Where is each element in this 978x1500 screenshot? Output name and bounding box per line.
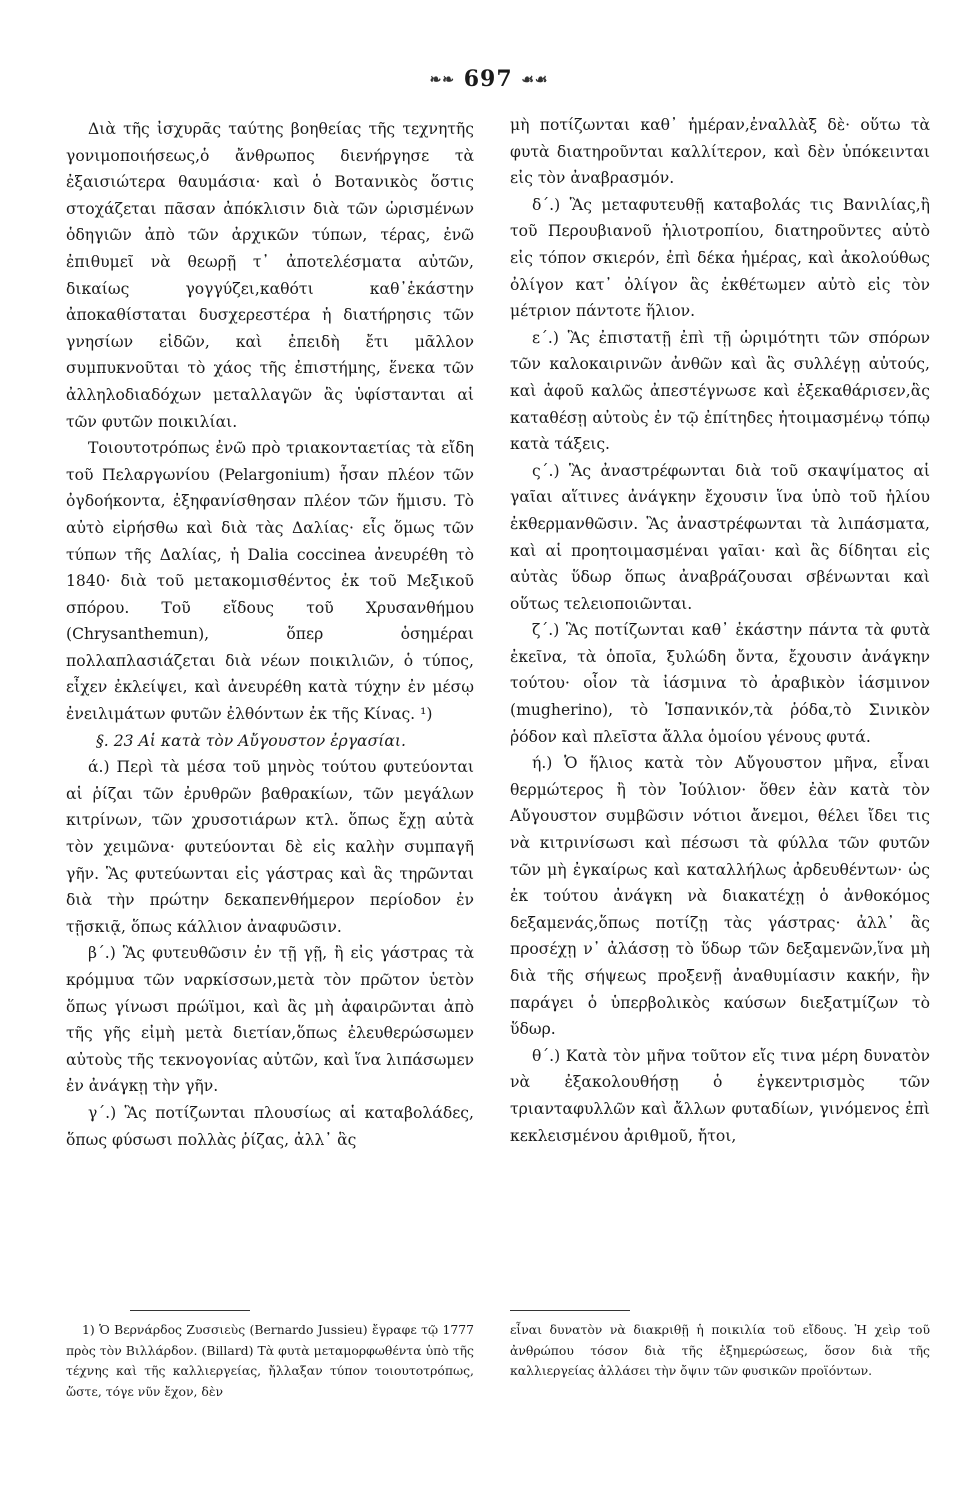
right-column (510, 112, 930, 1149)
footnote-divider-right (510, 1310, 630, 1311)
paragraph-pelargonium: Τοιουτοτρόπως ἐνῶ πρὸ τριακονταετίας τὰ εἴδη τοῦ Πελαργωνίου (Pelargonium) ἦσαν πλέον τῶν ὀγδοήκοντα, ἐξηφανίσθησαν πλέον τῶν ἥμισυ. Τὸ αὐτὸ εἰρήσθω καὶ διὰ τὰς Δαλίας· εἷς ὅμως τῶν τύπων τῆς Δαλίας, ἡ Dalia coccinea ἀνευρέθη τὸ 1840· διὰ τοῦ μετακομισθέντος ἐκ τοῦ Μεξικοῦ σπόρου. Τοῦ εἴδους τοῦ Χρυσανθήμου (Chrysanthemun), ὅπερ ὁσημέραι πολλαπλασιάζεται διὰ νέων ποικιλιῶν, ὁ τύπος, εἶχεν ἐκλείψει, καὶ ἀνευρέθη κατὰ τύχην ἐν μέσῳ ἐνειλιμάτων φυτῶν ἐλθόντων ἐκ τῆς Κίνας. ¹) (66, 439, 474, 724)
paragraph-a: ά.) Περὶ τὰ μέσα τοῦ μηνὸς τούτου φυτεύονται αἱ ῥίζαι τῶν ἐρυθρῶν βαθρακίων, τῶν μεγάλων κιτρίνων, τῶν χρυσοτιάρων κτλ. ὅπως ἔχῃ αὐτὰ τὸν χειμῶνα· φυτεύονται δὲ εἰς καλὴν συμπαγῆ γῆν. Ἃς φυτεύωνται εἰς γάστρας καὶ ἃς τηρῶνται διὰ τὴν πρώτην δεκαπενθήμερον περίοδον ἐν τῇσκιᾷ, ὅπως κάλλιον ἀναφυῶσιν. (66, 758, 474, 936)
footnote-left (66, 1320, 474, 1402)
footnote-text-right: εἶναι δυνατὸν νὰ διακριθῇ ἡ ποικιλία τοῦ εἴδους. Ἡ χεὶρ τοῦ ἀνθρώπου τόσον διὰ τῆς ἐξημερώσεως, ὅσον διὰ τῆς καλλιεργείας ἀλλάσει τὴν ὄψιν τῶν φυσικῶν προϊόντων. (510, 1322, 930, 1378)
footnote-divider-left (130, 1310, 250, 1311)
paragraph-c-continued: μὴ ποτίζωνται καθ᾽ ἡμέραν,ἐναλλὰξ δὲ· οὕτω τὰ φυτὰ διατηροῦνται καλλίτερον, καὶ δὲν ὑπόκεινται εἰς τὸν ἀναβρασμόν. (510, 116, 930, 188)
section-heading: §. 23 Αἱ κατὰ τὸν Αὔγουστον ἐργασίαι. (96, 731, 406, 750)
paragraph-b: β΄.) Ἃς φυτευθῶσιν ἐν τῇ γῇ, ἢ εἰς γάστρας τὰ κρόμμυα τῶν ναρκίσσων,μετὰ τὸν πρῶτον ὑετὸν ὅπως γίνωσι πρώϊμοι, καὶ ἃς μὴ ἀφαιρῶνται ἀπὸ τῆς γῆς εἰμὴ μετὰ διετίαν,ὅπως ἐλευθερώσωμεν αὐτοὺς τῆς τεκνογονίας αὐτῶν, καὶ ἵνα λιπάσωμεν ἐν ἀνάγκῃ τὴν γῆν. (66, 944, 474, 1096)
page-header (0, 66, 978, 92)
paragraph-f: ς΄.) Ἃς ἀναστρέφωνται διὰ τοῦ σκαψίματος αἱ γαῖαι αἵτινες ἀνάγκην ἔχουσιν ἵνα ὑπὸ τοῦ ἡλίου ἐκθερμανθῶσιν. Ἃς ἀναστρέφωνται τὰ λιπάσματα, καὶ αἱ προητοιμασμέναι γαῖαι· καὶ ἃς δίδηται εἰς αὐτὰς ὕδωρ ὅπως ἀναβράζουσαι σβένωνται καὶ οὕτως τελειοποιῶνται. (510, 461, 930, 613)
paragraph-e: ε΄.) Ἃς ἐπιστατῇ ἐπὶ τῇ ὡριμότητι τῶν σπόρων τῶν καλοκαιρινῶν ἀνθῶν καὶ ἃς συλλέγῃ αὐτούς, καὶ ἀφοῦ καλῶς ἀπεστέγνωσε καὶ ἐξεκαθάρισεν,ἃς καταθέσῃ αὐτοὺς ἐν τῷ ἐπίτηδες ἡτοιμασμένῳ τόπῳ κατὰ τάξεις. (510, 328, 930, 454)
paragraph-d: δ΄.) Ἃς μεταφυτευθῇ καταβολάς τις Βανιλίας,ἢ τοῦ Περουβιανοῦ ἡλιοτροπίου, διατηροῦντες αὐτὸ εἰς τόπον σκιερόν, ἐπὶ δέκα ἡμέρας, καὶ ἀκολούθως ὀλίγον κατ᾽ ὀλίγον ἃς ἐκθέτωμεν αὐτὸ εἰς τὸν μέτριον πάντοτε ἥλιον. (510, 195, 930, 321)
paragraph-h: ή.) Ὁ ἥλιος κατὰ τὸν Αὔγουστον μῆνα, εἶναι θερμώτερος ἢ τὸν Ἰούλιον· ὅθεν ἐὰν κατὰ τὸν Αὔγουστον συμβῶσιν νότιοι ἄνεμοι, θέλει ἴδει τις νὰ κιτρινίσωσι καὶ πέσωσι τὰ φύλλα τῶν φυτῶν τῶν μὴ ἐγκαίρως καὶ καταλλήλως ἀρδευθέντων· ὡς ἐκ τούτου ἀνάγκη νὰ διακατέχῃ ὁ ἀνθοκόμος δεξαμενάς,ὅπως ποτίζῃ τὰς γάστρας· ἀλλ᾽ ἃς προσέχῃ ν᾽ ἀλάσσῃ τὸ ὕδωρ τῶν δεξαμενῶν,ἵνα μὴ διὰ τῆς σήψεως προξενῇ ἀναθυμίασιν κακήν, ἣν παράγει ὁ ὑπερβολικὸς καύσων διεξατμίζων τὸ ὕδωρ. (510, 754, 930, 1039)
paragraph-intro: Διὰ τῆς ἰσχυρᾶς ταύτης βοηθείας τῆς τεχνητῆς γονιμοποιήσεως,ὁ ἄνθρωπος διενήργησε τὰ ἐξαισιώτερα θαυμάσια· καὶ ὁ Βοτανικὸς ὅστις στοχάζεται πᾶσαν ἀπόκλισιν διὰ τῶν ὡρισμένων ὁδηγιῶν ἀπὸ τῶν ἀρχικῶν τύπων, τέρας, ἐνῶ ἐπιθυμεῖ νὰ θεωρῇ τ᾽ ἀποτελέσματα αὐτῶν, δικαίως γογγύζει,καθότι καθ᾽ἑκάστην ἀποκαθίσταται δυσχερεστέρα ἡ διατήρησις τῶν γνησίων εἰδῶν, καὶ ἐπειδὴ ἔτι μᾶλλον συμπυκνοῦται τὸ χάος τῆς ἐπιστήμης, ἕνεκα τῶν ἀλληλοδιαδόχων μεταλλαγῶν ἃς ὑφίστανται αἱ τῶν φυτῶν ποικιλίαι. (66, 120, 474, 431)
footnote-right (510, 1320, 930, 1382)
ornament-right-icon: ☙☙ (521, 72, 549, 88)
ornament-left-icon: ❧❧ (429, 72, 456, 88)
page-number: 697 (463, 66, 513, 92)
paragraph-th: θ΄.) Κατὰ τὸν μῆνα τοῦτον εἴς τινα μέρη δυνατὸν νὰ ἐξακολουθήσῃ ὁ ἐγκεντρισμὸς τῶν τριανταφυλλῶν καὶ ἄλλων φυταδίων, γινόμενος ἐπὶ κεκλεισμένου ἀριθμοῦ, ἤτοι, (510, 1046, 930, 1145)
paragraph-z: ζ΄.) Ἃς ποτίζωνται καθ᾽ ἑκάστην πάντα τὰ φυτὰ ἐκεῖνα, τὰ ὁποῖα, ξυλώδη ὄντα, ἔχουσιν ἀνάγκην τούτου· οἷον τὰ ἰάσμινα τὸ ἀραβικὸν ἰάσμινον (mugherino), τὸ Ἱσπανικόν,τὰ ῥόδα,τὸ Σινικὸν ῥόδον καὶ πλεῖστα ἄλλα ὁμοίου γένους φυτά. (510, 621, 930, 746)
left-column (66, 116, 474, 1153)
footnote-text-left: 1) Ὁ Βερνάρδος Ζυσσιεὺς (Bernardo Jussieu) ἔγραφε τῷ 1777 πρὸς τὸν Βιλλάρδον. (Billard) Τὰ φυτὰ μεταμορφωθέντα ὑπὸ τῆς τέχνης καὶ τῆς καλλιεργείας, ἤλλαξαν τύπον τοιουτοτρόπως, ὥστε, τόγε νῦν ἔχον, δὲν (66, 1322, 474, 1399)
paragraph-c: γ΄.) Ἃς ποτίζωνται πλουσίως αἱ καταβολάδες, ὅπως φύσωσι πολλὰς ῥίζας, ἀλλ᾽ ἃς (66, 1103, 474, 1149)
